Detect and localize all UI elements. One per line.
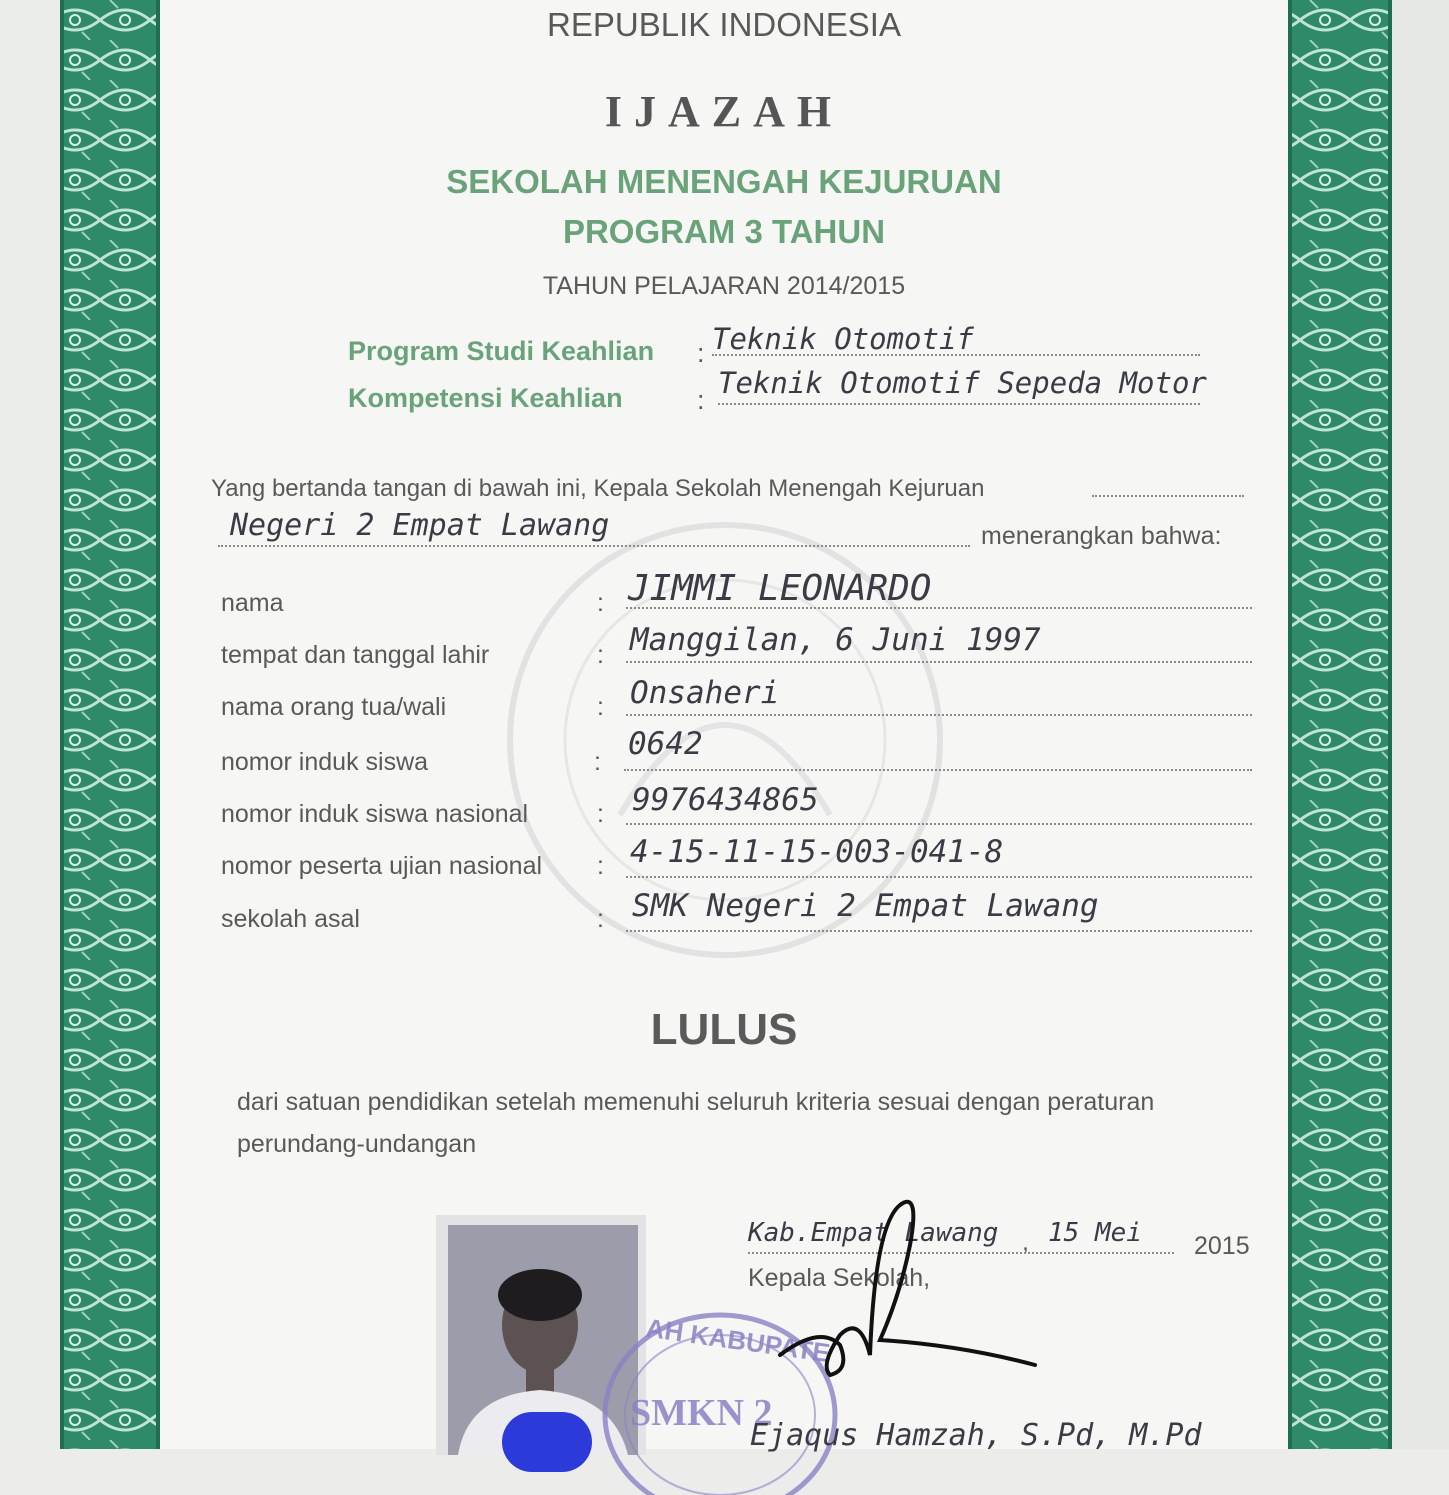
field-label-exam-number: nomor peserta ujian nasional: [221, 852, 543, 880]
colon: :: [597, 905, 604, 933]
colon: :: [597, 800, 604, 828]
field-value-birth: Manggilan, 6 Juni 1997: [630, 622, 1041, 658]
dotted-line: [626, 661, 1252, 663]
competence-label: Kompetensi Keahlian: [348, 383, 623, 413]
dotted-line: [626, 823, 1252, 825]
field-value-origin-school: SMK Negeri 2 Empat Lawang: [632, 888, 1099, 924]
result-text-line1: dari satuan pendidikan setelah memenuhi seluruh kriteria sesuai dengan peraturan: [237, 1088, 1155, 1116]
stamp-arc-text: AH KABUPATE: [644, 1312, 832, 1369]
field-label-parent: nama orang tua/wali: [221, 693, 447, 721]
signature-role: Kepala Sekolah,: [748, 1264, 931, 1292]
dotted-line: [626, 876, 1252, 878]
colon: :: [594, 748, 601, 776]
signature-year: 2015: [1194, 1232, 1250, 1260]
dotted-line: [218, 545, 970, 547]
colon: :: [697, 338, 705, 368]
program-heading: PROGRAM 3 TAHUN: [562, 213, 886, 250]
field-label-nis: nomor induk siswa: [221, 748, 429, 776]
signature-place: Kab.Empat Lawang: [748, 1218, 999, 1248]
field-label-birth: tempat dan tanggal lahir: [221, 641, 490, 669]
field-value-parent: Onsaheri: [630, 675, 780, 711]
statement-intro: Yang bertanda tangan di bawah ini, Kepala Sekolah Menengah Kejuruan: [211, 475, 985, 502]
signatory-name: Ejaqus Hamzah, S.Pd, M.Pd: [750, 1418, 1202, 1453]
result-status: LULUS: [650, 1005, 798, 1054]
document-title: IJAZAH: [604, 87, 844, 136]
colon: :: [697, 385, 705, 415]
comma: ,: [1022, 1228, 1029, 1256]
signature-date: 15 Mei: [1048, 1218, 1142, 1248]
school-name: Negeri 2 Empat Lawang: [230, 508, 610, 543]
declares-text: menerangkan bahwa:: [981, 522, 1222, 550]
program-study-value: Teknik Otomotif: [712, 322, 974, 356]
academic-year: TAHUN PELAJARAN 2014/2015: [542, 272, 906, 300]
colon: :: [597, 641, 604, 669]
background-strip: [1392, 0, 1449, 1449]
field-value-exam-number: 4-15-11-15-003-041-8: [630, 834, 1004, 870]
colon: :: [597, 693, 604, 721]
school-type-heading: SEKOLAH MENENGAH KEJURUAN: [446, 163, 1002, 200]
result-text-line2: perundang-undangan: [237, 1130, 477, 1158]
field-label-origin-school: sekolah asal: [221, 905, 360, 933]
dotted-line: [1092, 495, 1244, 497]
field-label-name: nama: [221, 589, 284, 617]
colon: :: [597, 589, 604, 617]
field-label-nisn: nomor induk siswa nasional: [221, 800, 529, 828]
dotted-line: [718, 403, 1200, 405]
dotted-line: [626, 607, 1252, 609]
handwritten-signature: [760, 1195, 1060, 1395]
field-value-nis: 0642: [628, 726, 703, 762]
program-study-label: Program Studi Keahlian: [348, 336, 655, 366]
dotted-line: [626, 714, 1252, 716]
competence-value: Teknik Otomotif Sepeda Motor: [718, 366, 1207, 400]
dotted-line: [712, 354, 1200, 356]
colon: :: [597, 852, 604, 880]
dotted-line: [624, 769, 1252, 771]
country-title: REPUBLIK INDONESIA: [547, 6, 901, 43]
blue-ink-mark: [502, 1412, 592, 1472]
dotted-line: [626, 930, 1252, 932]
stamp-center-text: SMKN 2: [630, 1392, 773, 1434]
field-value-nisn: 9976434865: [632, 782, 819, 818]
field-value-name: JIMMI LEONARDO: [628, 568, 932, 609]
